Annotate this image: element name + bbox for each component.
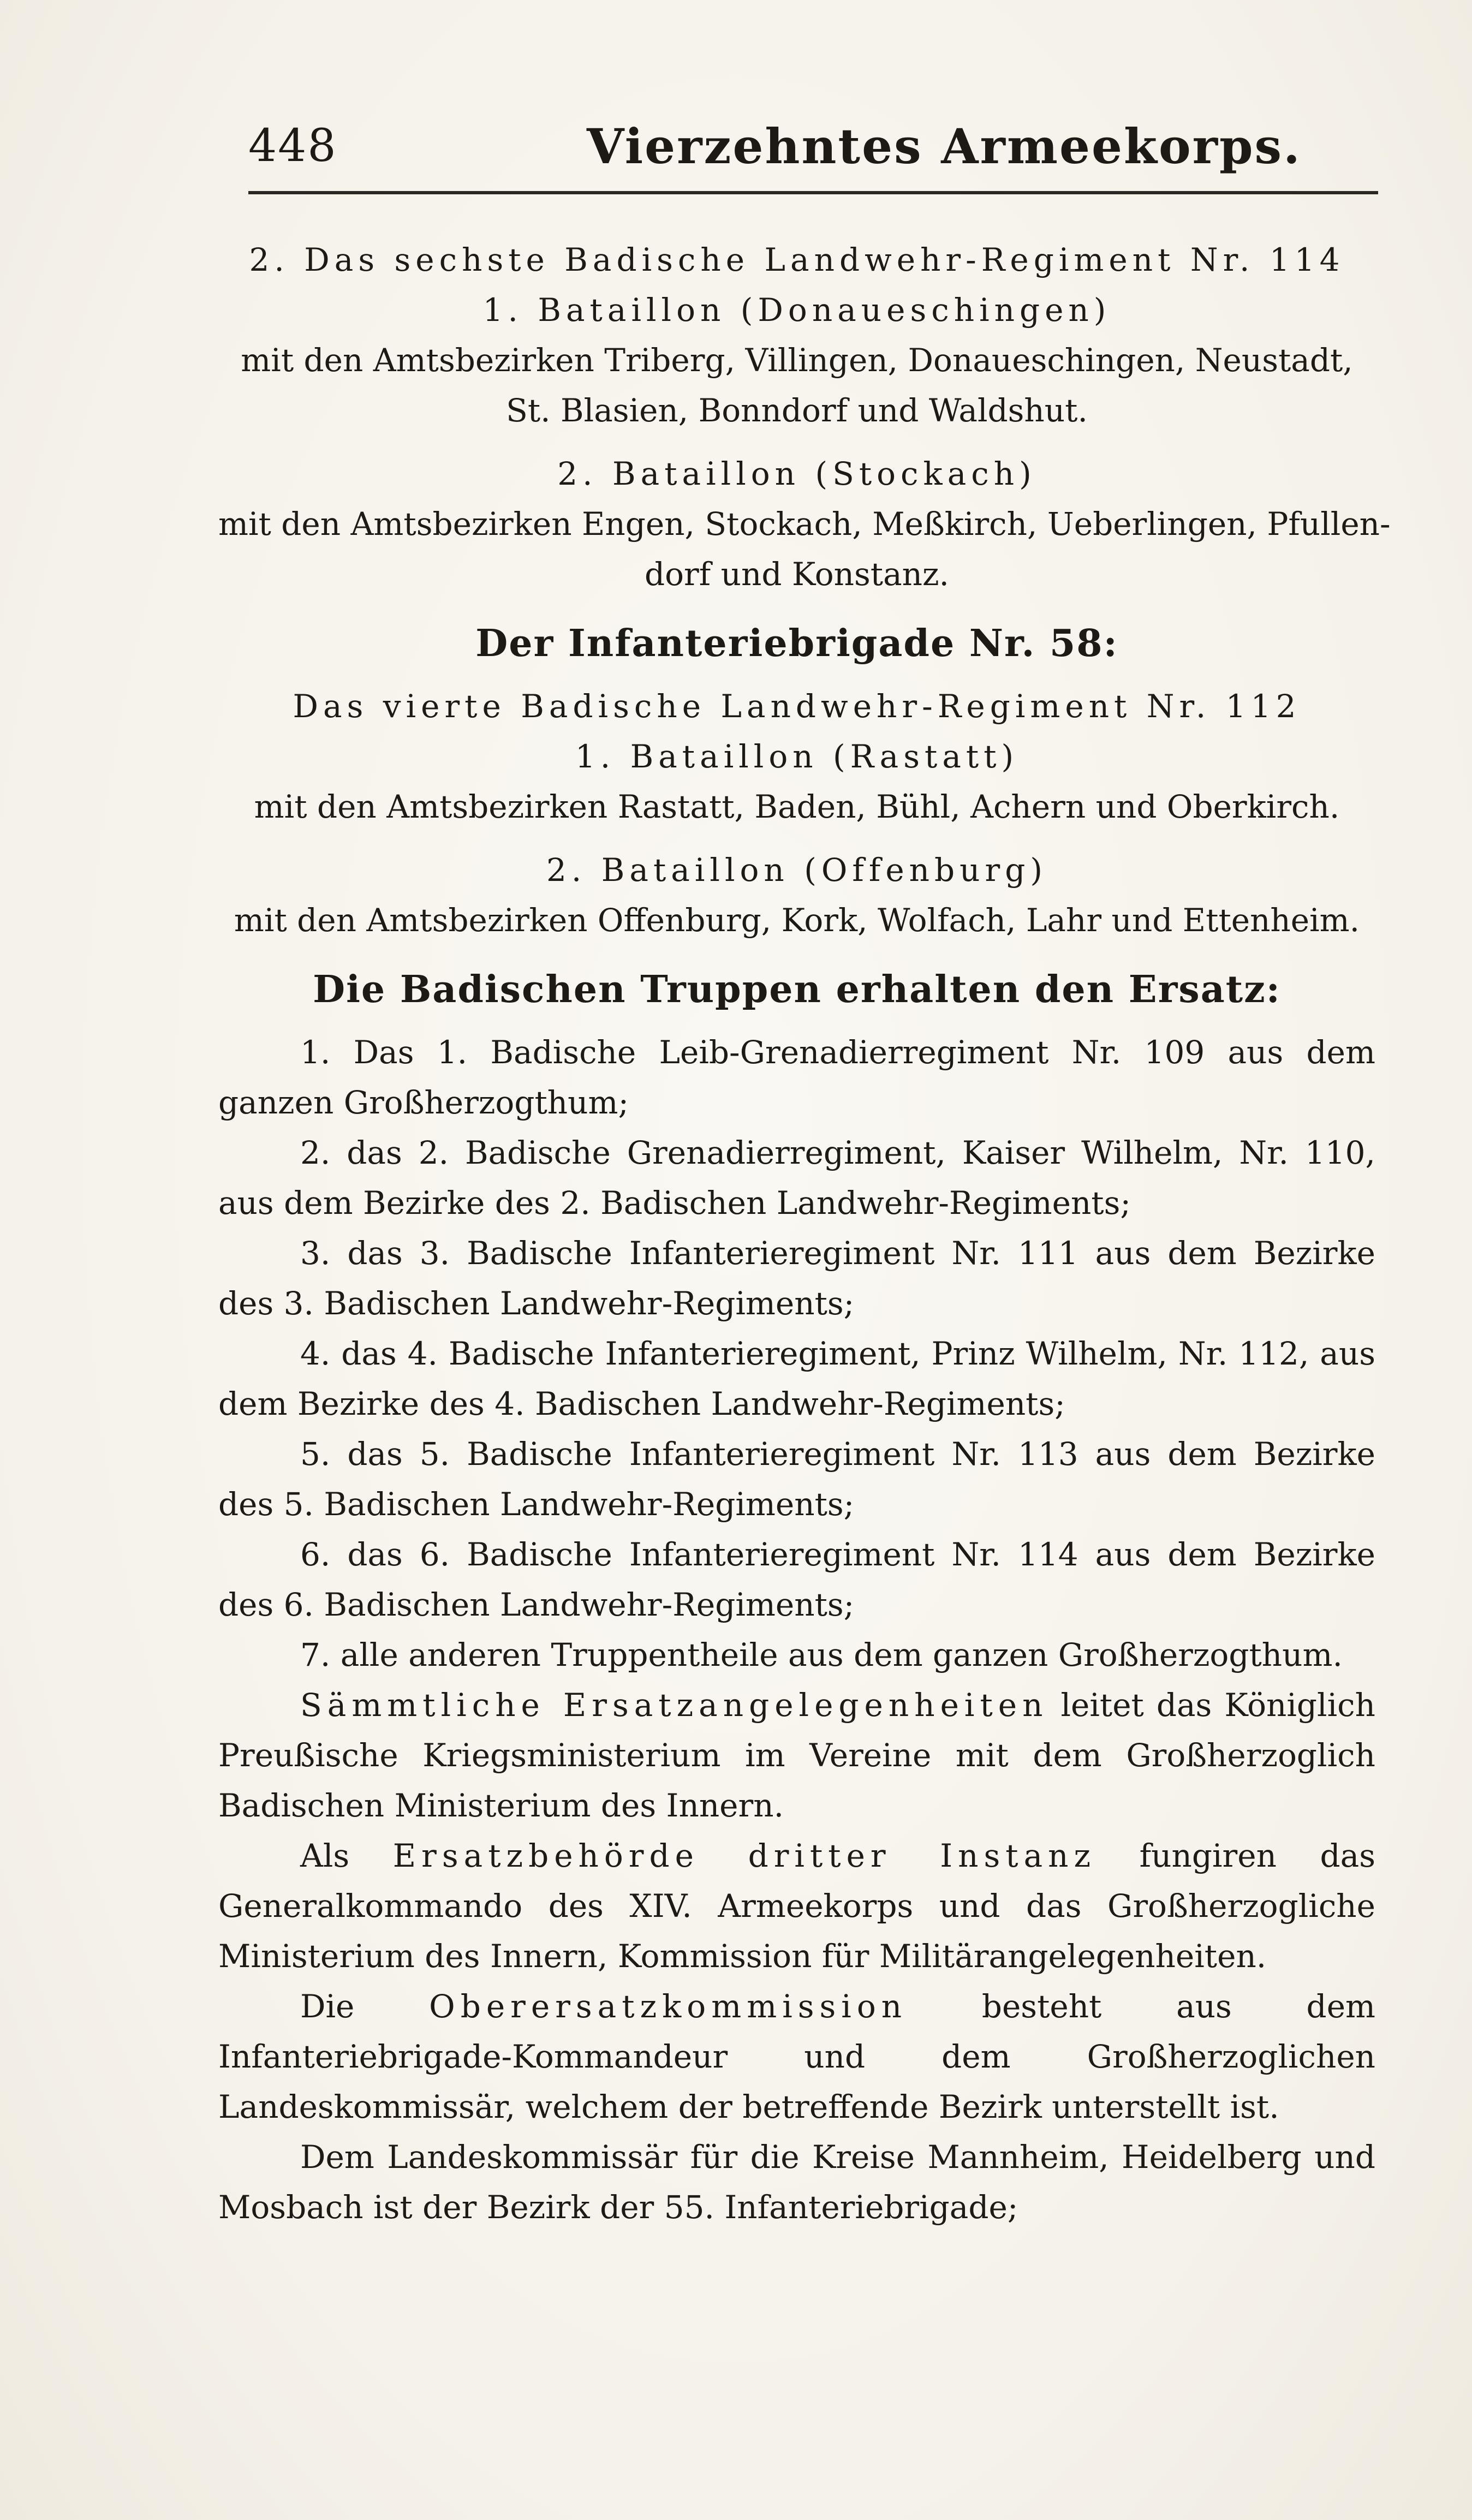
brigade-58-block bbox=[218, 613, 1375, 945]
brigade-58-title: Der Infanteriebrigade Nr. 58: bbox=[475, 622, 1118, 665]
ersatz-item-5: 5. das 5. Badische Infanterieregiment Nr. 113 aus dem Bezirke des 5. Badischen Landwehr-Regiments; bbox=[218, 1435, 1375, 1523]
paragraph-3-text: besteht aus dem Infanteriebrigade-Kommandeur und dem Großherzoglichen Landeskommissär, welchem der betreffende Bezirk unterstellt ist. bbox=[218, 1988, 1376, 2125]
bataillon-offenburg-districts: mit den Amtsbezirken Offenburg, Kork, Wolfach, Lahr und Ettenheim. bbox=[234, 902, 1360, 939]
page-header bbox=[248, 109, 1384, 186]
paragraph-ersatzbehoerde bbox=[218, 1831, 1375, 1981]
bataillon-stockach-districts-1: mit den Amtsbezirken Engen, Stockach, Meßkirch, Ueberlingen, Pfullen- bbox=[218, 505, 1391, 543]
bataillon-stockach-heading: 2. Bataillon (Stockach) bbox=[557, 455, 1036, 492]
ersatz-item-1: 1. Das 1. Badische Leib-Grenadierregiment Nr. 109 aus dem ganzen Großherzogthum; bbox=[218, 1034, 1375, 1121]
regiment-112-title: Das vierte Badische Landwehr-Regiment Nr. 112 bbox=[293, 688, 1301, 725]
ersatz-item-7: 7. alle anderen Truppentheile aus dem ganzen Großherzogthum. bbox=[300, 1636, 1343, 1673]
page-body bbox=[218, 235, 1391, 2232]
ersatz-item-6: 6. das 6. Badische Infanterieregiment Nr. 114 aus dem Bezirke des 6. Badischen Landwehr-Regiments; bbox=[218, 1536, 1375, 1623]
bataillon-rastatt-heading: 1. Bataillon (Rastatt) bbox=[575, 738, 1019, 775]
paragraph-oberersatzkommission bbox=[218, 1981, 1375, 2132]
ersatz-item-3: 3. das 3. Badische Infanterieregiment Nr. 111 aus dem Bezirke des 3. Badischen Landwehr-Regiments; bbox=[218, 1235, 1375, 1322]
term-ersatzbehoerde: Ersatzbehörde dritter Instanz bbox=[392, 1837, 1096, 1874]
running-title: Vierzehntes Armeekorps. bbox=[587, 118, 1302, 175]
bataillon-rastatt-districts: mit den Amtsbezirken Rastatt, Baden, Bühl, Achern und Oberkirch. bbox=[254, 788, 1340, 825]
bataillon-donaueschingen-heading: 1. Bataillon (Donaueschingen) bbox=[482, 291, 1111, 329]
header-rule bbox=[248, 191, 1378, 194]
bataillon-donaueschingen-districts-2: St. Blasien, Bonndorf und Waldshut. bbox=[506, 392, 1088, 429]
paragraph-2-start: Als bbox=[300, 1837, 393, 1874]
paragraph-3-start: Die bbox=[300, 1988, 430, 2025]
ersatz-item-2: 2. das 2. Badische Grenadierregiment, Kaiser Wilhelm, Nr. 110, aus dem Bezirke des 2. Badischen Landwehr-Regiments; bbox=[218, 1134, 1375, 1222]
paragraph-2-text: fungiren das Generalkommando des XIV. Armeekorps und das Großherzogliche Ministerium des Innern, Kommission für Militärangelegenheiten. bbox=[218, 1837, 1375, 1975]
administration-block bbox=[218, 1680, 1375, 2232]
paragraph-ersatzangelegenheiten bbox=[218, 1680, 1375, 1831]
ersatz-title: Die Badischen Truppen erhalten den Ersatz: bbox=[313, 968, 1281, 1011]
ersatz-block bbox=[218, 960, 1375, 1680]
bataillon-donaueschingen-districts-1: mit den Amtsbezirken Triberg, Villingen, Donaueschingen, Neustadt, bbox=[241, 342, 1353, 379]
bataillon-offenburg-heading: 2. Bataillon (Offenburg) bbox=[546, 851, 1047, 889]
paragraph-1-text: leitet das Königlich Preußische Kriegsministerium im Vereine mit dem Großherzoglich Badischen Ministerium des Innern. bbox=[218, 1687, 1375, 1824]
term-oberersatzkommission: Oberersatzkommission bbox=[429, 1988, 908, 2025]
bataillon-stockach-districts-2: dorf und Konstanz. bbox=[645, 556, 949, 593]
ersatz-item-4: 4. das 4. Badische Infanterieregiment, Prinz Wilhelm, Nr. 112, aus dem Bezirke des 4. Badischen Landwehr-Regiments; bbox=[218, 1335, 1375, 1422]
paragraph-landeskommissaer: Dem Landeskommissär für die Kreise Mannheim, Heidelberg und Mosbach ist der Bezirk der 55. Infanteriebrigade; bbox=[218, 2138, 1375, 2226]
page-number: 448 bbox=[248, 120, 337, 172]
regiment-114-block bbox=[218, 235, 1391, 599]
term-ersatzangelegenheiten: Sämmtliche Ersatzangelegenheiten bbox=[300, 1687, 1048, 1724]
regiment-114-title: 2. Das sechste Badische Landwehr-Regiment Nr. 114 bbox=[249, 241, 1345, 278]
